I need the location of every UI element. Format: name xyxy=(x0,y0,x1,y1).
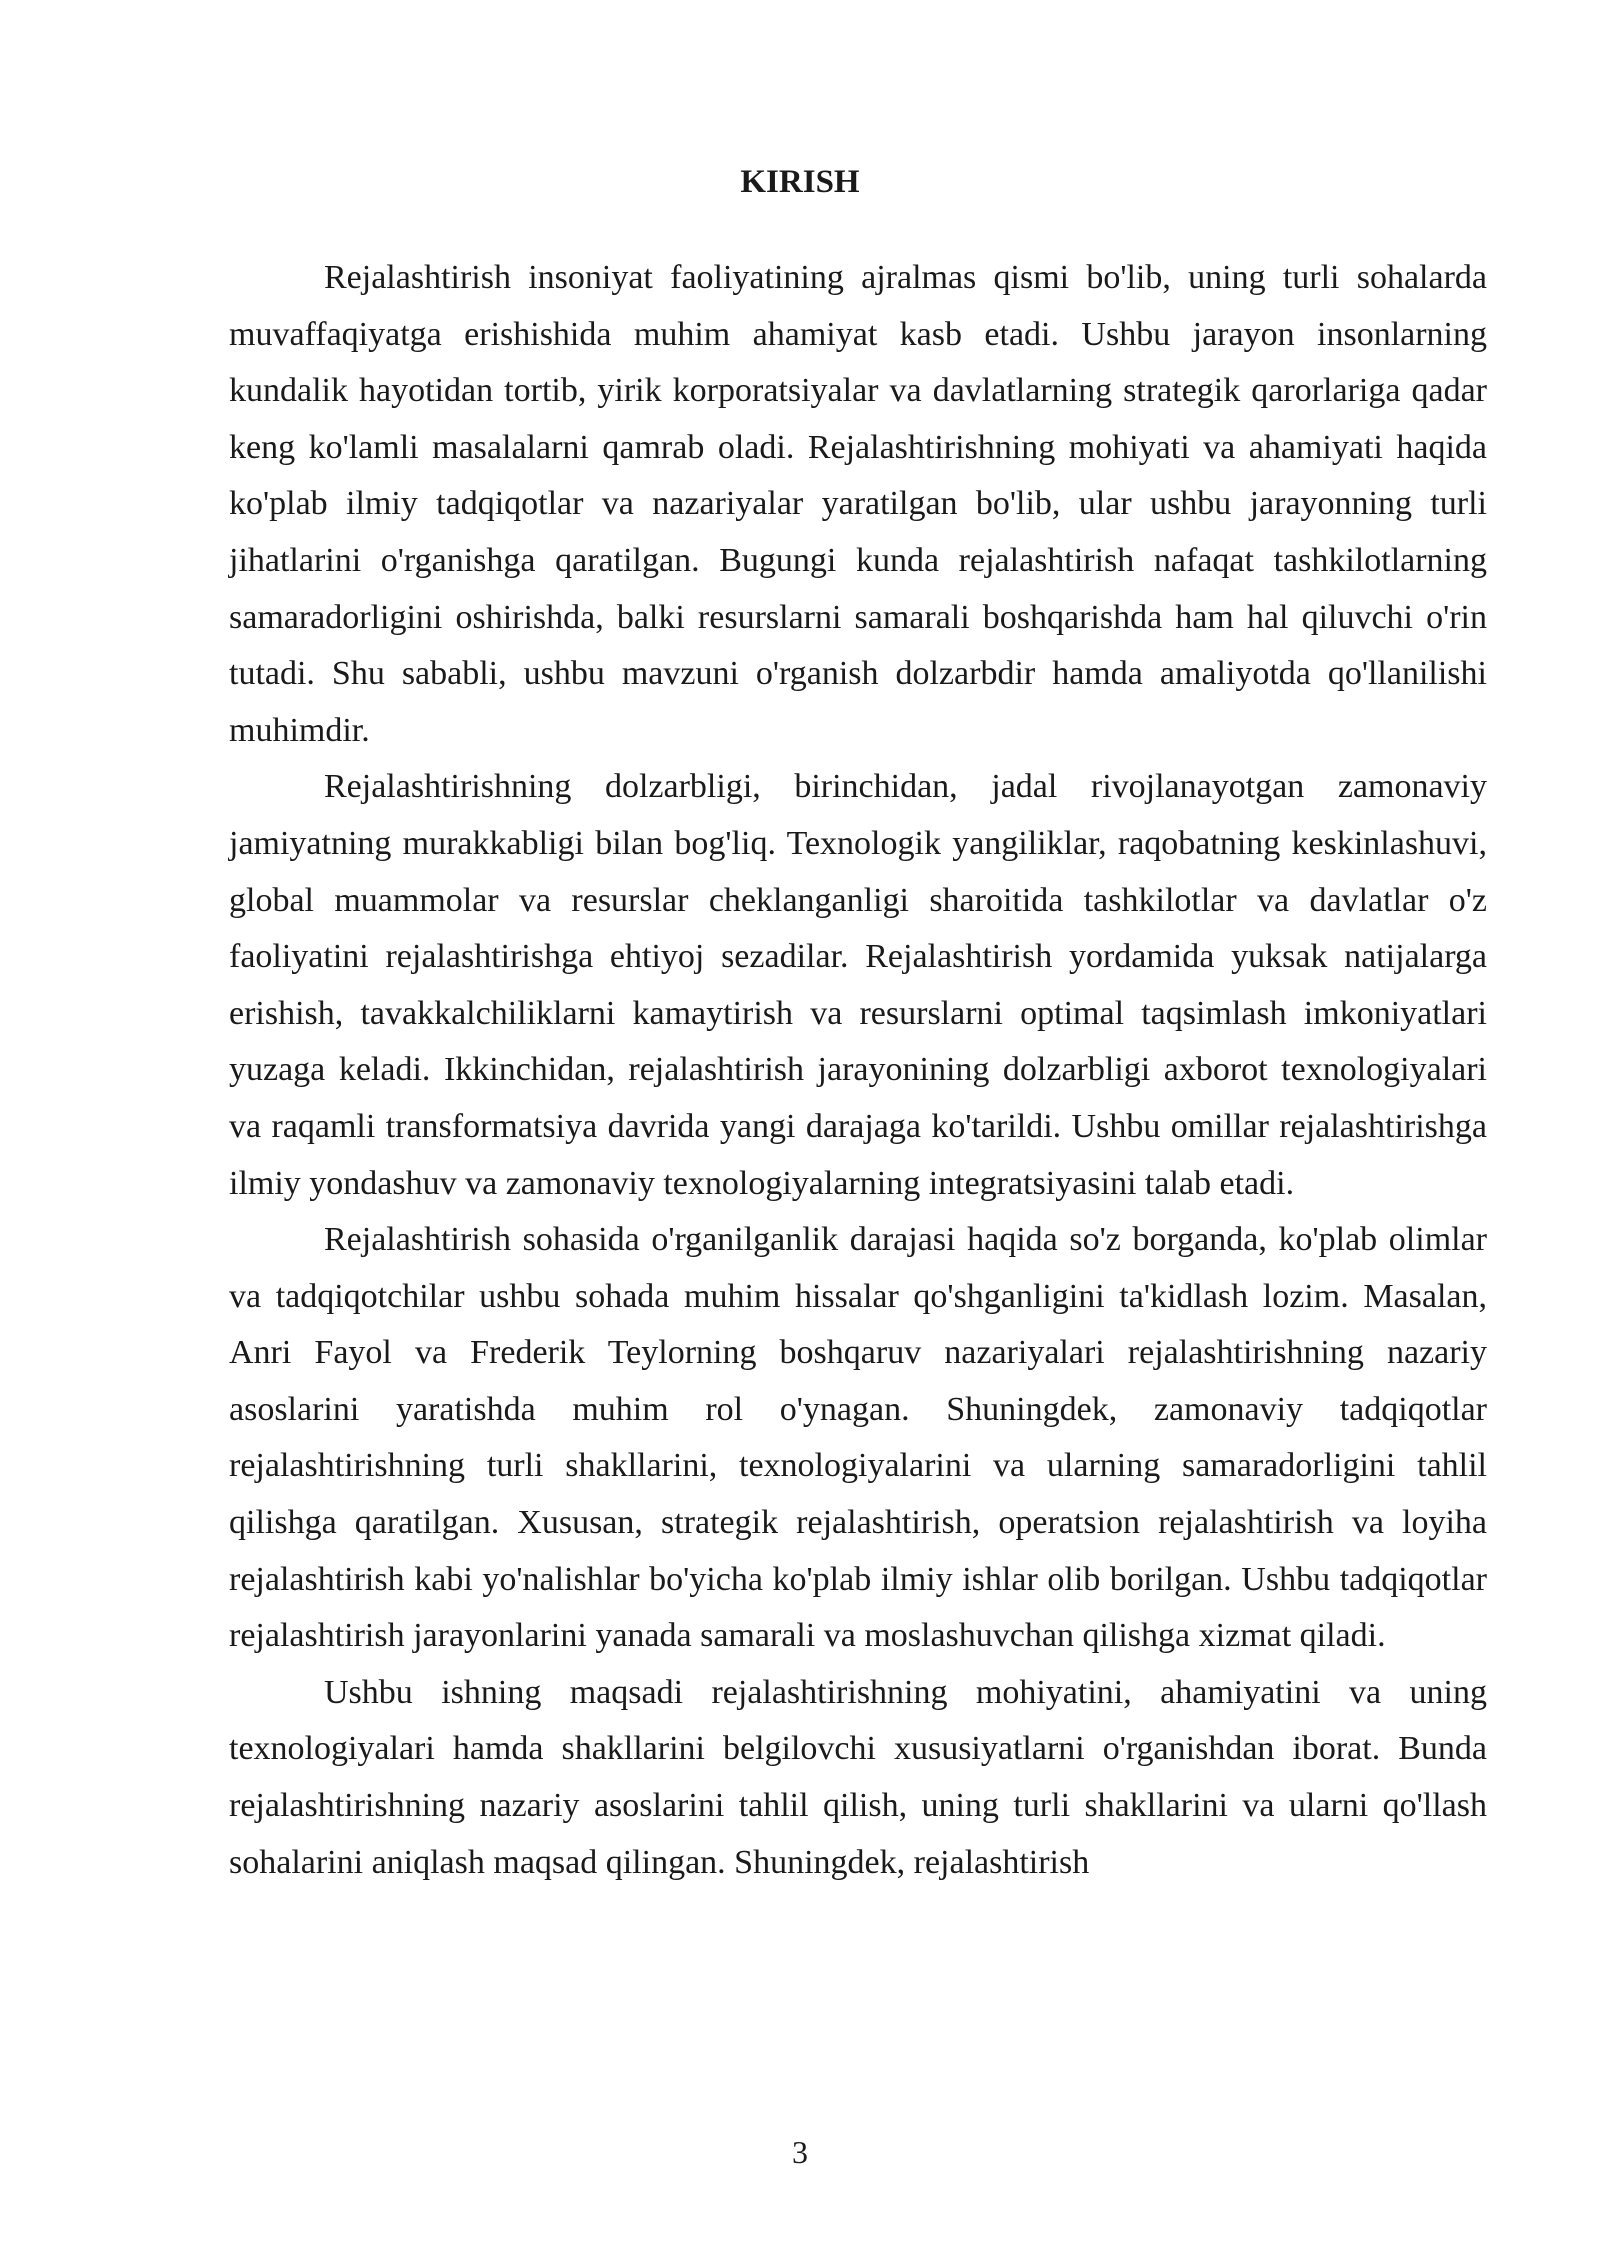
paragraph-1: Rejalashtirish insoniyat faoliyatining ajralmas qismi bo'lib, uning turli sohalarda muvaffaqiyatga erishishida muhim ahamiyat kasb etadi. Ushbu jarayon insonlarning kundalik hayotidan tortib, yirik korporatsiyalar va davlatlarning strategik qarorlariga qadar keng ko'lamli masalalarni qamrab oladi. Rejalashtirishning mohiyati va ahamiyati haqida ko'plab ilmiy tadqiqotlar va nazariyalar yaratilgan bo'lib, ular ushbu jarayonning turli jihatlarini o'rganishga qaratilgan. Bugungi kunda rejalashtirish nafaqat tashkilotlarning samaradorligini oshirishda, balki resurslarni samarali boshqarishda ham hal qiluvchi o'rin tutadi. Shu sababli, ushbu mavzuni o'rganish dolzarbdir hamda amaliyotda qo'llanilishi muhimdir. xyxy=(229,259,1487,749)
page-number: 3 xyxy=(792,2134,808,2170)
paragraph-3: Rejalashtirish sohasida o'rganilganlik darajasi haqida so'z borganda, ko'plab olimlar va tadqiqotchilar ushbu sohada muhim hissalar qo'shganligini ta'kidlash lozim. Masalan, Anri Fayol va Frederik Teylorning boshqaruv nazariyalari rejalashtirishning nazariy asoslarini yaratishda muhim rol o'ynagan. Shuningdek, zamonaviy tadqiqotlar rejalashtirishning turli shakllarini, texnologiyalarini va ularning samaradorligini tahlil qilishga qaratilgan. Xususan, strategik rejalashtirish, operatsion rejalashtirish va loyiha rejalashtirish kabi yo'nalishlar bo'yicha ko'plab ilmiy ishlar olib borilgan. Ushbu tadqiqotlar rejalashtirish jarayonlarini yanada samarali va moslashuvchan qilishga xizmat qiladi. xyxy=(229,1221,1487,1655)
paragraph-4: Ushbu ishning maqsadi rejalashtirishning mohiyatini, ahamiyatini va uning texnologiyalari hamda shakllarini belgilovchi xususiyatlarni o'rganishdan iborat. Bunda rejalashtirishning nazariy asoslarini tahlil qilish, uning turli shakllarini va ularni qo'llash sohalarini aniqlash maqsad qilingan. Shuningdek, rejalashtirish xyxy=(229,1673,1487,1881)
body-text xyxy=(229,250,1487,1891)
paragraph-2: Rejalashtirishning dolzarbligi, birinchidan, jadal rivojlanayotgan zamonaviy jamiyatning murakkabligi bilan bog'liq. Texnologik yangiliklar, raqobatning keskinlashuvi, global muammolar va resurslar cheklanganligi sharoitida tashkilotlar va davlatlar o'z faoliyatini rejalashtirishga ehtiyoj sezadilar. Rejalashtirish yordamida yuksak natijalarga erishish, tavakkalchiliklarni kamaytirish va resurslarni optimal taqsimlash imkoniyatlari yuzaga keladi. Ikkinchidan, rejalashtirish jarayonining dolzarbligi axborot texnologiyalari va raqamli transformatsiya davrida yangi darajaga ko'tarildi. Ushbu omillar rejalashtirishga ilmiy yondashuv va zamonaviy texnologiyalarning integratsiyasini talab etadi. xyxy=(229,768,1487,1202)
section-heading: KIRISH xyxy=(740,164,860,200)
